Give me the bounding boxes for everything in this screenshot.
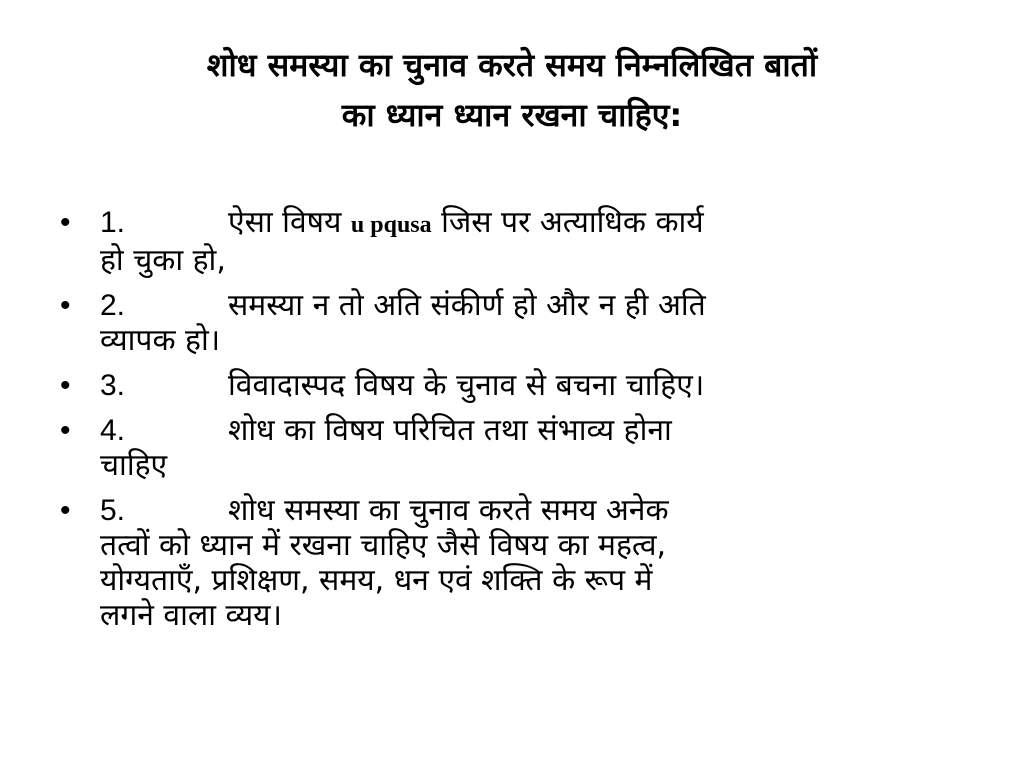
- bullet-item-3-line-1: [100, 368, 960, 403]
- bullet-item-5-line-2: तत्वों को ध्यान में रखना चाहिए जैसे विषय का महत्व,: [100, 528, 667, 563]
- bullet-item-3-number: 3.: [100, 369, 126, 402]
- bullet-item-2-line-2: व्यापक हो।: [100, 323, 221, 358]
- bullet-list: [60, 205, 960, 643]
- bullet-item-1-latin-text: u pqusa: [350, 212, 432, 238]
- bullet-marker: •: [60, 206, 71, 239]
- bullet-item-1-text-a: ऐसा विषय: [228, 205, 351, 240]
- bullet-item-5-text: शोध समस्या का चुनाव करते समय अनेक: [228, 493, 669, 528]
- bullet-item-4-text: शोध का विषय परिचित तथा संभाव्य होना: [228, 413, 672, 448]
- bullet-marker: •: [60, 494, 71, 527]
- bullet-item-1-line-1: [100, 205, 960, 243]
- bullet-item-1-number: 1.: [100, 206, 126, 239]
- bullet-item-5-line-4: लगने वाला व्यय।: [100, 598, 282, 633]
- bullet-item-4: [60, 413, 960, 483]
- bullet-item-2-text: समस्या न तो अति संकीर्ण हो और न ही अति: [228, 288, 706, 323]
- bullet-item-5: [60, 493, 960, 633]
- slide-title-line-2: का ध्यान ध्यान रखना चाहिए:: [341, 96, 683, 134]
- bullet-item-4-line-1: [100, 413, 960, 448]
- slide-title: [60, 40, 964, 140]
- bullet-item-3: [60, 368, 960, 403]
- bullet-marker: •: [60, 369, 71, 402]
- bullet-item-1: [60, 205, 960, 278]
- bullet-item-5-line-1: [100, 493, 960, 528]
- bullet-item-5-number: 5.: [100, 494, 126, 527]
- bullet-item-2-number: 2.: [100, 289, 126, 322]
- bullet-marker: •: [60, 414, 71, 447]
- bullet-item-4-line-2: चाहिए: [100, 448, 168, 483]
- bullet-item-2: [60, 288, 960, 358]
- bullet-item-4-number: 4.: [100, 414, 126, 447]
- bullet-item-5-line-3: योग्यताएँ, प्रशिक्षण, समय, धन एवं शक्ति के रूप में: [100, 563, 653, 598]
- bullet-marker: •: [60, 289, 71, 322]
- slide-title-line-1: शोध समस्या का चुनाव करते समय निम्नलिखित बातों: [206, 46, 818, 84]
- bullet-item-3-text: विवादास्पद विषय के चुनाव से बचना चाहिए।: [228, 368, 705, 403]
- bullet-item-1-line-2: हो चुका हो,: [100, 243, 226, 278]
- bullet-item-1-text-b: जिस पर अत्याधिक कार्य: [431, 205, 704, 240]
- bullet-item-2-line-1: [100, 288, 960, 323]
